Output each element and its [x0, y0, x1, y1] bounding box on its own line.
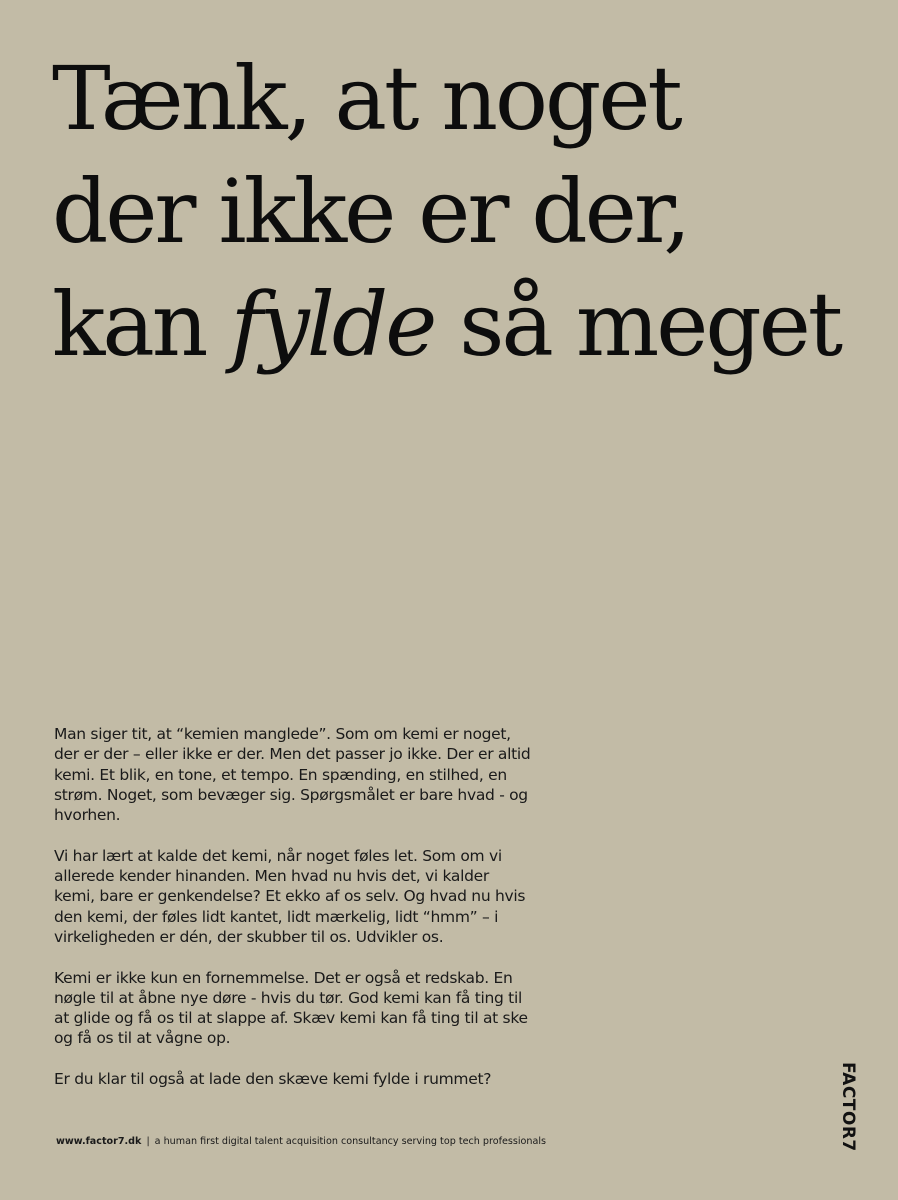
- factor7-logo: [836, 1062, 864, 1152]
- footer-tagline: a human first digital talent acquisition consultancy serving top tech professionals: [154, 1136, 547, 1147]
- footer: [56, 1136, 546, 1147]
- paragraph-1: Man siger tit, at “kemien manglede”. Som om kemi er noget, der er der – eller ikke er der. Men det passer jo ikke. Der er altid kemi. Et blik, en tone, et tempo. En spænding, en stilhed, en strøm. Noget, som bevæger sig. Spørgsmålet er bare hvad - og hvorhen.: [54, 725, 531, 825]
- headline-line-3-end: så meget: [434, 273, 841, 376]
- logo-text: FACTOR7: [838, 1062, 858, 1152]
- headline-line-2: der ikke er der,: [52, 160, 689, 263]
- headline-line-3-start: kan: [52, 273, 231, 376]
- headline-emphasis: fylde: [230, 273, 435, 376]
- footer-separator: |: [146, 1136, 150, 1147]
- paragraph-4: Er du klar til også at lade den skæve kemi fylde i rummet?: [54, 1070, 492, 1089]
- paragraph-2: Vi har lært at kalde det kemi, når noget føles let. Som om vi allerede kender hinanden. Men hvad nu hvis det, vi kalder kemi, bare er genkendelse? Et ekko af os selv. Og hvad nu hvis den kemi, der føles lidt kantet, lidt mærkelig, lidt “hmm” – i virkeligheden er dén, der skubber til os. Udvikler os.: [54, 846, 526, 946]
- footer-url-link[interactable]: www.factor7.dk: [56, 1136, 142, 1147]
- headline-line-3: [52, 268, 872, 381]
- body-text: [54, 724, 534, 1110]
- headline: [52, 42, 872, 381]
- headline-line-1: Tænk, at noget: [52, 47, 680, 150]
- paragraph-3: Kemi er ikke kun en fornemmelse. Det er også et redskab. En nøgle til at åbne nye døre - hvis du tør. God kemi kan få ting til at glide og få os til at slappe af. Skæv kemi kan få ting til at ske og få os til at vågne op.: [54, 968, 528, 1048]
